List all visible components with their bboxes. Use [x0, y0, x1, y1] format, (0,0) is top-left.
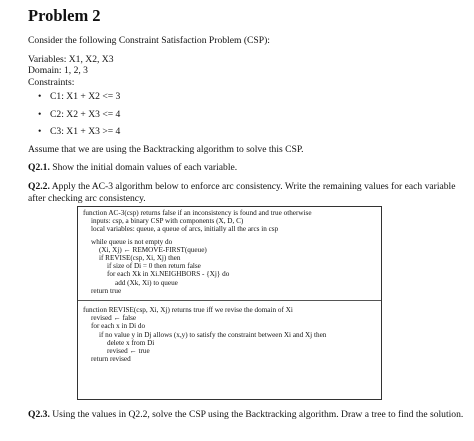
intro-text: Consider the following Constraint Satisfaction Problem (CSP): — [28, 35, 270, 46]
bullet-icon: • — [38, 126, 42, 138]
revise-line: for each x in Di do — [91, 322, 146, 331]
question-2-3 — [28, 409, 468, 421]
revise-line: revised ← true — [107, 347, 150, 356]
list-item — [38, 109, 468, 121]
constraint-c2: C2: X2 + X3 <= 4 — [50, 108, 121, 120]
constraint-c1: C1: X1 + X2 <= 3 — [50, 91, 121, 103]
problem-title: Problem 2 — [28, 6, 101, 25]
question-text: Apply the AC-3 algorithm below to enforce arc consistency. Write the remaining values for each variable after checking arc consistency. — [28, 181, 456, 204]
constraints-list — [28, 91, 468, 138]
algorithm-box — [77, 206, 382, 400]
ac3-line: local variables: queue, a queue of arcs, initially all the arcs in csp — [91, 225, 279, 234]
list-item — [38, 91, 468, 103]
question-text: Using the values in Q2.2, solve the CSP using the Backtracking algorithm. Draw a tree to find the solution. — [49, 409, 464, 420]
revise-line: delete x from Di — [107, 338, 155, 347]
constraint-c3: C3: X1 + X3 >= 4 — [50, 126, 121, 138]
ac3-line: if REVISE(csp, Xi, Xj) then — [99, 254, 181, 263]
ac3-line: return true — [91, 286, 122, 295]
question-2-1 — [28, 162, 468, 174]
assumption-text: Assume that we are using the Backtracking algorithm to solve this CSP. — [28, 143, 304, 155]
ac3-line: (Xi, Xj) ← REMOVE-FIRST(queue) — [99, 245, 207, 254]
variables-line: Variables: X1, X2, X3 — [28, 53, 114, 65]
ac3-line: for each Xk in Xi.NEIGHBORS - {Xj} do — [107, 270, 230, 279]
domain-line: Domain: 1, 2, 3 — [28, 65, 88, 77]
question-number: Q2.3. — [28, 409, 50, 420]
algorithm-divider — [78, 300, 381, 301]
question-text: Show the initial domain values of each variable. — [49, 162, 238, 174]
ac3-line: inputs: csp, a binary CSP with components (X, D, C) — [91, 217, 244, 226]
list-item — [38, 126, 468, 138]
ac3-line: while queue is not empty do — [91, 237, 173, 246]
ac3-line: add (Xk, Xi) to queue — [115, 278, 178, 287]
revise-line: revised ← false — [91, 314, 137, 323]
revise-line: function REVISE(csp, Xi, Xj) returns true iff we revise the domain of Xi — [83, 306, 293, 315]
revise-line: return revised — [91, 355, 131, 364]
question-number: Q2.2. — [28, 181, 50, 193]
problem-page — [28, 6, 468, 204]
bullet-icon: • — [38, 108, 42, 120]
question-number: Q2.1. — [28, 162, 50, 174]
ac3-line: if size of Di = 0 then return false — [107, 262, 201, 271]
question-2-2 — [28, 181, 468, 204]
constraints-label: Constraints: — [28, 76, 75, 88]
revise-line: if no value y in Dj allows (x,y) to satisfy the constraint between Xi and Xj then — [99, 330, 327, 339]
ac3-line: function AC-3(csp) returns false if an inconsistency is found and true otherwise — [83, 209, 312, 217]
bullet-icon: • — [38, 91, 42, 103]
